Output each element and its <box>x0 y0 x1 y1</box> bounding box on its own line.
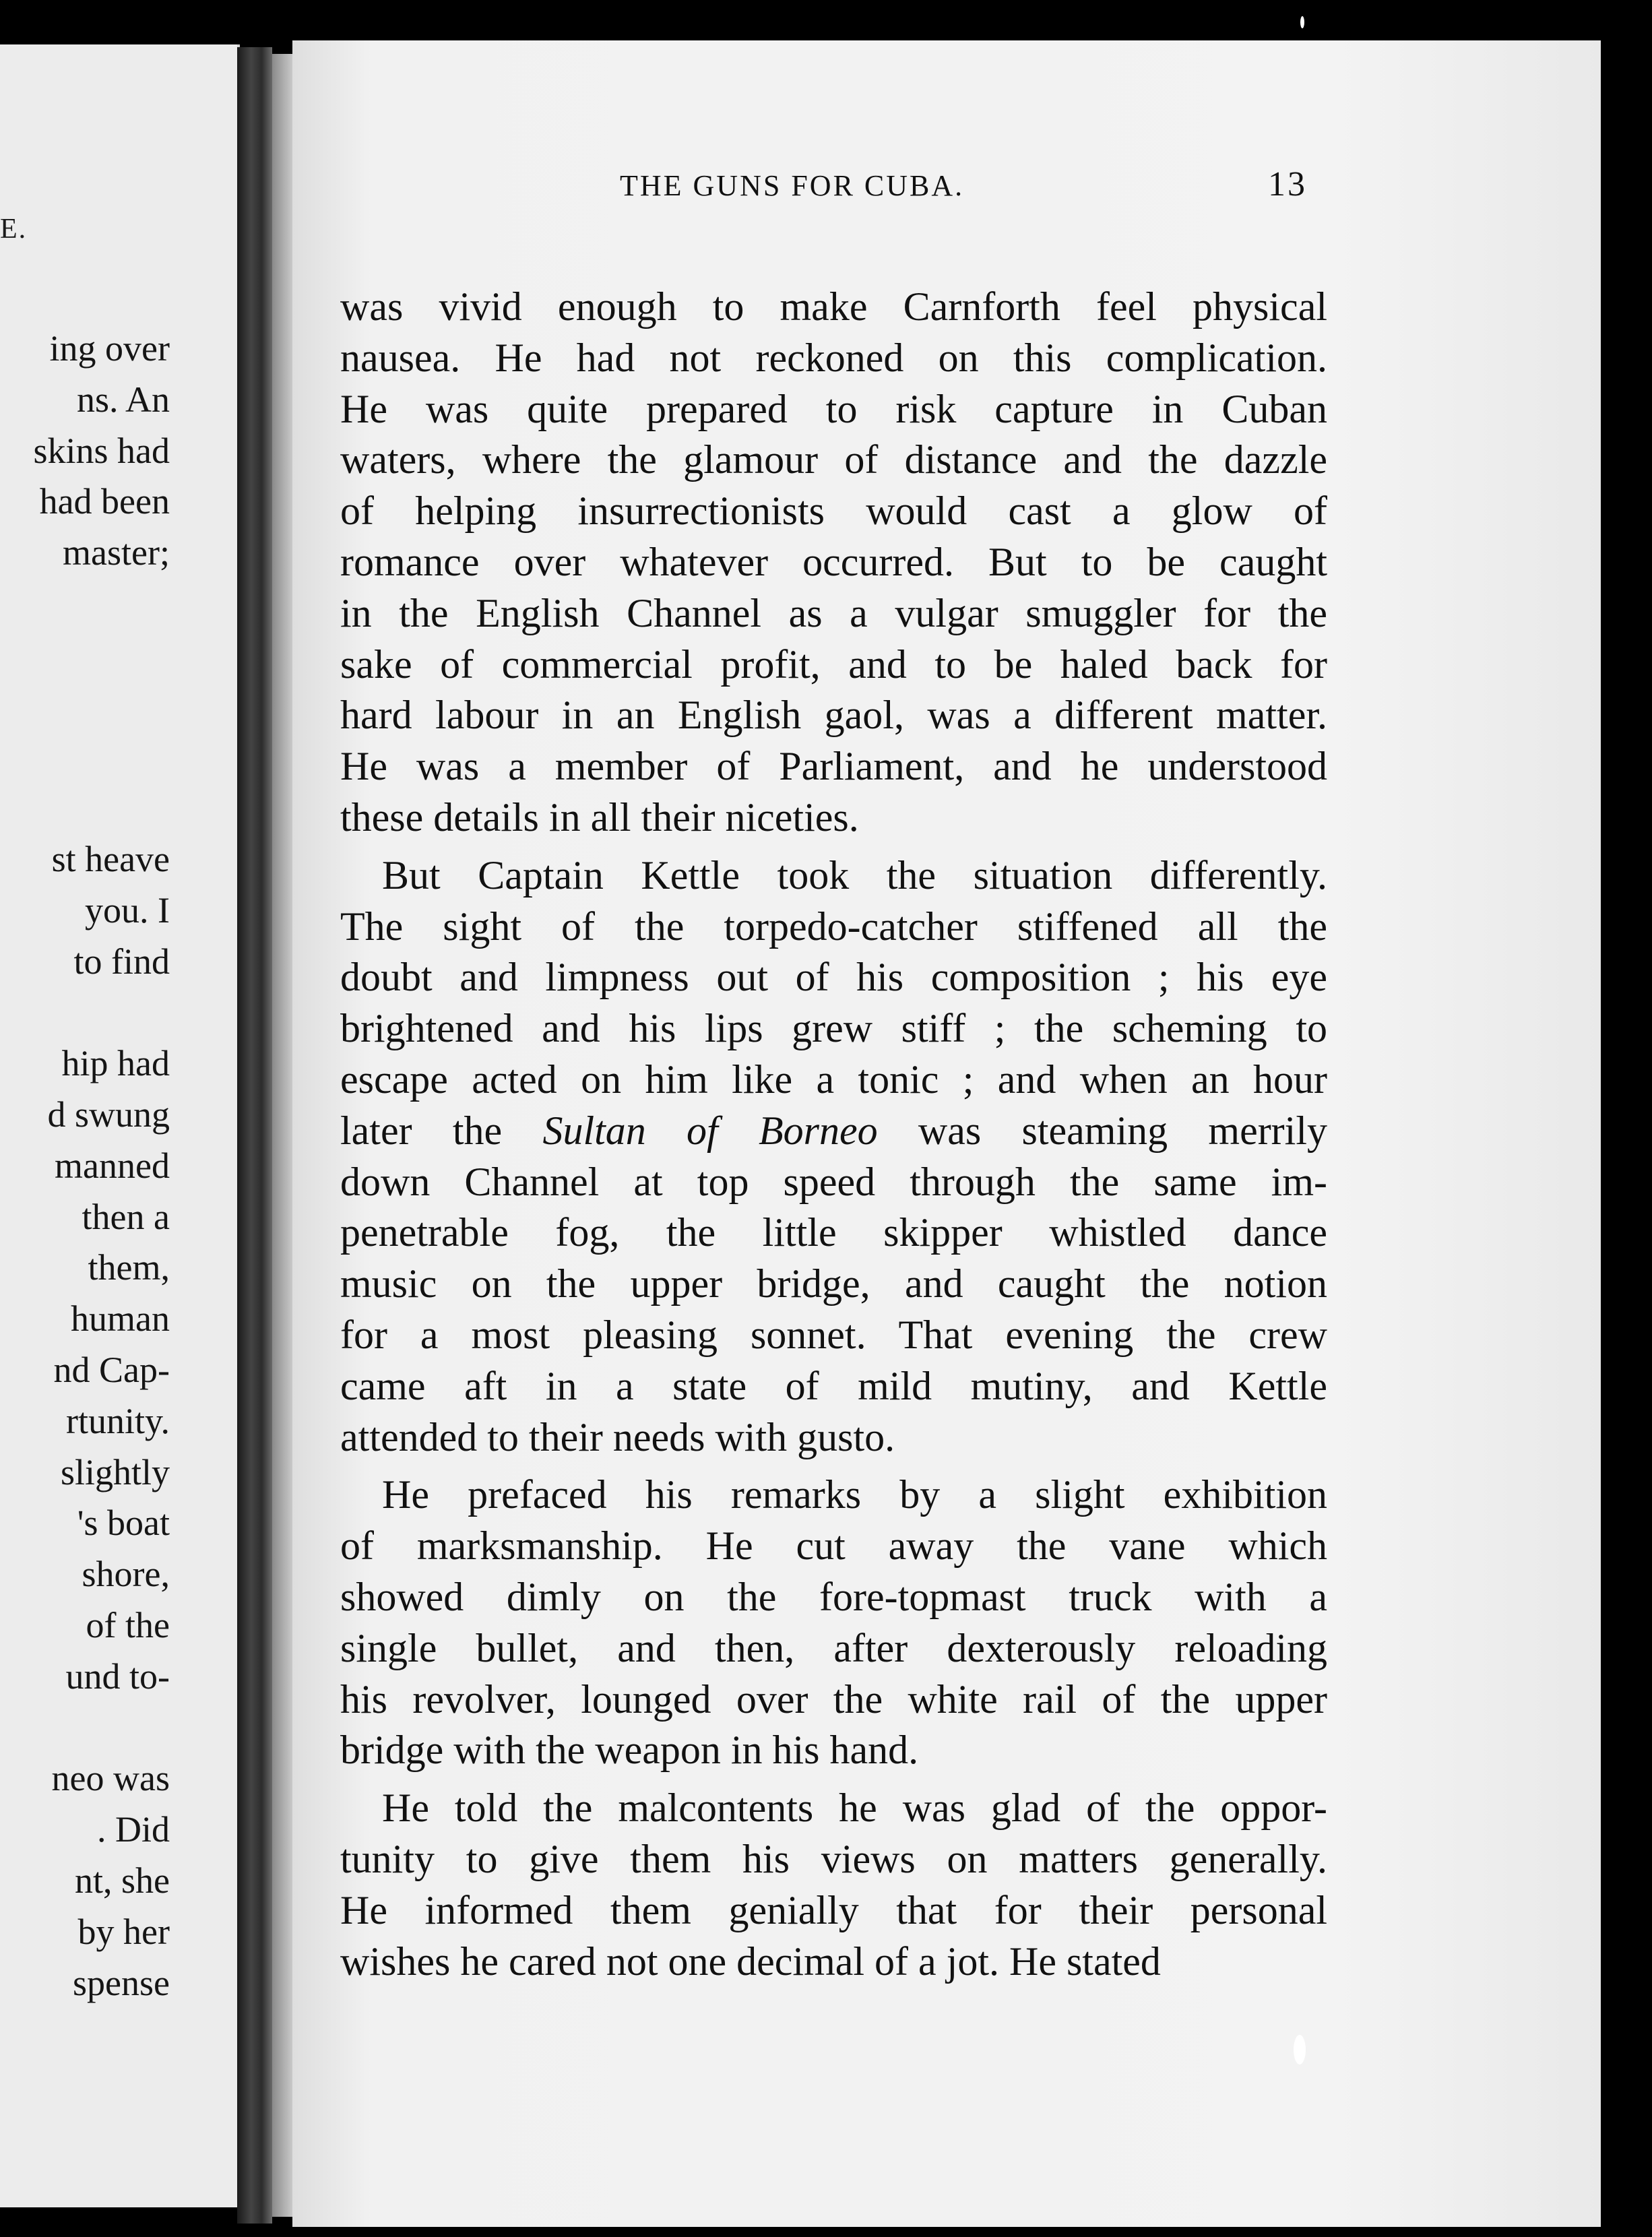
left-page-line: had been <box>39 481 170 522</box>
dust-speck <box>1294 2035 1306 2065</box>
text-line: tunity to give them his views on matters generally. <box>340 1836 1327 1881</box>
text-line: doubt and limpness out of his composition ; his eye <box>340 955 1327 1000</box>
text-line: music on the upper bridge, and caught the notion <box>340 1261 1327 1306</box>
left-page-line: slightly <box>60 1451 170 1492</box>
left-page-line: by her <box>77 1911 170 1952</box>
left-page-line: master; <box>63 532 170 573</box>
text-line: bridge with the weapon in his hand. <box>340 1728 919 1773</box>
left-page-line: hip had <box>61 1043 170 1084</box>
running-title: THE GUNS FOR CUBA. <box>620 169 965 202</box>
paragraph <box>340 850 1327 1463</box>
left-page-line: ing over <box>49 328 170 369</box>
text-line: waters, where the glamour of distance and the dazzle <box>340 437 1327 482</box>
paragraph-gap <box>340 844 1327 850</box>
left-page-line: then a <box>82 1196 170 1237</box>
left-page-line: d swung <box>47 1094 170 1135</box>
text-line: penetrable fog, the little skipper whistled dance <box>340 1210 1327 1255</box>
left-page-line: rtunity. <box>66 1400 170 1441</box>
paragraph <box>340 1470 1327 1776</box>
left-page-line: manned <box>55 1145 170 1186</box>
text-line: nausea. He had not reckoned on this complication. <box>340 335 1327 380</box>
left-page-line: . Did <box>97 1809 170 1850</box>
left-page-line: und to- <box>65 1656 170 1697</box>
paragraph-gap <box>340 1463 1327 1470</box>
left-page-line: of the <box>86 1605 170 1645</box>
paragraph-gap <box>340 1776 1327 1783</box>
body-text <box>340 282 1327 1987</box>
text-line: in the English Channel as a vulgar smuggler for the <box>340 590 1327 635</box>
left-page-line: to find <box>73 941 170 982</box>
left-page-header: E. <box>0 214 28 245</box>
text-line: for a most pleasing sonnet. That evening the crew <box>340 1312 1327 1357</box>
paragraph <box>340 1783 1327 1987</box>
left-page-line: st heave <box>51 839 170 879</box>
text-line: down Channel at top speed through the same im- <box>340 1159 1327 1204</box>
text-line: hard labour in an English gaol, was a different matter. <box>340 693 1327 738</box>
text-line: He was a member of Parliament, and he understood <box>340 744 1327 789</box>
left-page-line: nd Cap- <box>53 1350 170 1390</box>
page-edge <box>1601 40 1652 2227</box>
left-page-line: human <box>71 1298 170 1340</box>
text-line: was vivid enough to make Carnforth feel physical <box>340 284 1327 329</box>
left-page-line: skins had <box>33 430 170 471</box>
left-page-line: you. I <box>85 889 170 931</box>
text-line: came aft in a state of mild mutiny, and Kettle <box>340 1363 1327 1408</box>
text-line: of helping insurrectionists would cast a glow of <box>340 489 1327 534</box>
text-line: romance over whatever occurred. But to be caught <box>340 539 1327 584</box>
text-line: escape acted on him like a tonic ; and when an hour <box>340 1057 1327 1102</box>
text-line: He was quite prepared to risk capture in Cuban <box>340 386 1327 431</box>
text-line: attended to their needs with gusto. <box>340 1414 895 1459</box>
text-line: of marksmanship. He cut away the vane which <box>340 1523 1327 1569</box>
text-line: The sight of the torpedo-catcher stiffened all the <box>340 904 1327 949</box>
text-line: his revolver, lounged over the white rail of the upper <box>340 1676 1327 1722</box>
paragraph <box>340 282 1327 844</box>
book-gutter <box>237 47 272 2224</box>
text-line: single bullet, and then, after dexterously reloading <box>340 1625 1327 1670</box>
left-page <box>0 44 240 2207</box>
page-number: 13 <box>1268 165 1307 203</box>
text-line: He told the malcontents he was glad of the oppor- <box>382 1786 1327 1831</box>
text-line: He prefaced his remarks by a slight exhibition <box>382 1472 1327 1517</box>
text-line: But Captain Kettle took the situation differently. <box>382 852 1327 897</box>
left-page-line: nt, she <box>75 1860 170 1901</box>
left-page-line: spense <box>73 1962 170 2003</box>
text-line: wishes he cared not one decimal of a jot. He stated <box>340 1939 1161 1984</box>
text-line: brightened and his lips grew stiff ; the scheming to <box>340 1006 1327 1051</box>
text-line: these details in all their niceties. <box>340 794 859 840</box>
dust-speck <box>1300 16 1304 28</box>
text-line: later the Sultan of Borneo was steaming merrily <box>340 1108 1327 1153</box>
text-line: He informed them genially that for their personal <box>340 1887 1327 1932</box>
text-line: showed dimly on the fore-topmast truck with a <box>340 1574 1327 1619</box>
text-line: sake of commercial profit, and to be haled back for <box>340 641 1327 687</box>
left-page-line: 's boat <box>77 1503 170 1544</box>
gutter-shadow <box>272 54 292 2217</box>
left-page-line: shore, <box>82 1554 170 1595</box>
left-page-line: neo was <box>51 1758 170 1799</box>
left-page-line: them, <box>88 1247 170 1288</box>
running-head <box>323 165 1307 216</box>
left-page-line: ns. An <box>76 379 170 420</box>
